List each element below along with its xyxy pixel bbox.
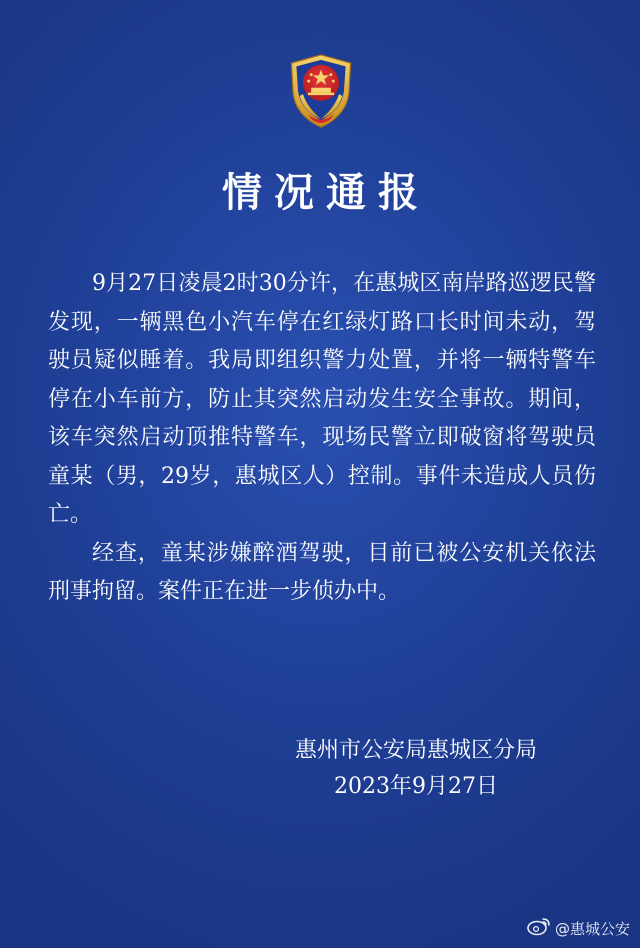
paragraph-incident: 9月27日凌晨2时30分许，在惠城区南岸路巡逻民警发现，一辆黑色小汽车停在红绿灯路口长时间未动，驾驶员疑似睡着。我局即组织警力处置，并将一辆特警车停在小车前方，防止其突然启动发生安全事故。期间，该车突然启动顶推特警车，现场民警立即破窗将驾驶员童某（男，29岁，惠城区人）控制。事件未造成人员伤亡。 — [48, 271, 596, 527]
paragraph-investigation: 经查，童某涉嫌醉酒驾驶，目前已被公安机关依法刑事拘留。案件正在进一步侦办中。 — [48, 540, 596, 604]
police-emblem-icon — [280, 50, 362, 132]
weibo-icon — [526, 916, 552, 940]
page-title: 情况通报 — [222, 170, 430, 216]
report-body — [48, 265, 596, 612]
weibo-watermark — [526, 916, 630, 940]
issuing-organization: 惠州市公安局惠城区分局 — [294, 738, 537, 763]
signature-block — [275, 733, 557, 805]
watermark-account: @惠城公安 — [554, 919, 630, 938]
issue-date: 2023年9月27日 — [334, 774, 498, 799]
